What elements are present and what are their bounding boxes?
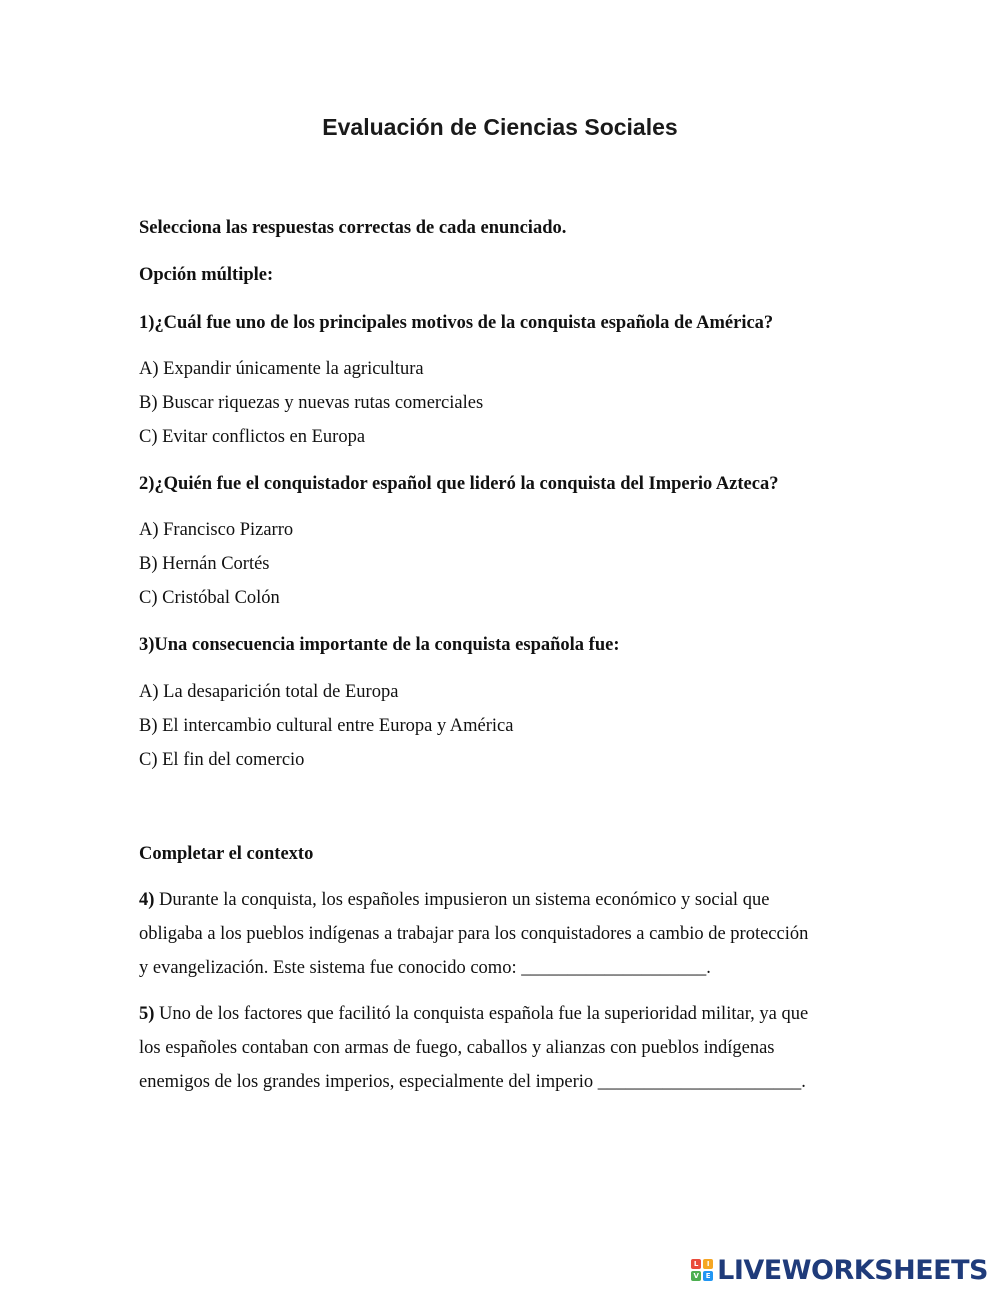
instructions: Selecciona las respuestas correctas de cada enunciado. [139, 218, 567, 238]
question-1-option-c[interactable]: C) Evitar conflictos en Europa [139, 427, 366, 447]
question-3-option-b[interactable]: B) El intercambio cultural entre Europa y América [139, 716, 514, 736]
page-title: Evaluación de Ciencias Sociales [322, 114, 678, 140]
fill-question-5-line-1 [139, 997, 869, 1031]
liveworksheets-logo [691, 1253, 988, 1287]
question-3-option-a[interactable]: A) La desaparición total de Europa [139, 682, 399, 702]
fill-question-4-number: 4) [139, 890, 155, 910]
fill-question-5-line-3[interactable]: enemigos de los grandes imperios, especialmente del imperio ______________________. [139, 1072, 806, 1092]
fill-question-4-line-3[interactable]: y evangelización. Este sistema fue conocido como: ____________________. [139, 958, 711, 978]
section-multiple-choice-heading: Opción múltiple: [139, 265, 274, 285]
logo-block-l: L [691, 1259, 701, 1269]
question-1-text: 1)¿Cuál fue uno de los principales motivos de la conquista española de América? [139, 313, 774, 333]
fill-question-4-line-1 [139, 883, 869, 917]
question-2-option-a[interactable]: A) Francisco Pizarro [139, 520, 294, 540]
question-2-text: 2)¿Quién fue el conquistador español que lideró la conquista del Imperio Azteca? [139, 474, 779, 494]
fill-question-4-text-1: Durante la conquista, los españoles impusieron un sistema económico y social que [159, 890, 770, 910]
fill-question-5-line-2: los españoles contaban con armas de fuego, caballos y alianzas con pueblos indígenas [139, 1038, 775, 1058]
fill-question-4-line-2: obligaba a los pueblos indígenas a trabajar para los conquistadores a cambio de protección [139, 924, 809, 944]
logo-text: LIVEWORKSHEETS [717, 1254, 988, 1286]
fill-question-5 [139, 997, 869, 1099]
question-1-option-b[interactable]: B) Buscar riquezas y nuevas rutas comerciales [139, 393, 484, 413]
fill-question-4 [139, 883, 869, 985]
question-2-option-c[interactable]: C) Cristóbal Colón [139, 588, 280, 608]
question-1-option-a[interactable]: A) Expandir únicamente la agricultura [139, 359, 424, 379]
logo-block-v: V [691, 1271, 701, 1281]
logo-blocks-icon [691, 1259, 713, 1281]
section-fill-heading: Completar el contexto [139, 844, 314, 864]
logo-block-i: I [703, 1259, 713, 1269]
question-3-text: 3)Una consecuencia importante de la conquista española fue: [139, 635, 620, 655]
logo-block-e: E [703, 1271, 713, 1281]
question-3-option-c[interactable]: C) El fin del comercio [139, 750, 305, 770]
question-2-option-b[interactable]: B) Hernán Cortés [139, 554, 270, 574]
fill-question-5-text-1: Uno de los factores que facilitó la conquista española fue la superioridad militar, ya que [159, 1004, 809, 1024]
fill-question-5-number: 5) [139, 1004, 155, 1024]
